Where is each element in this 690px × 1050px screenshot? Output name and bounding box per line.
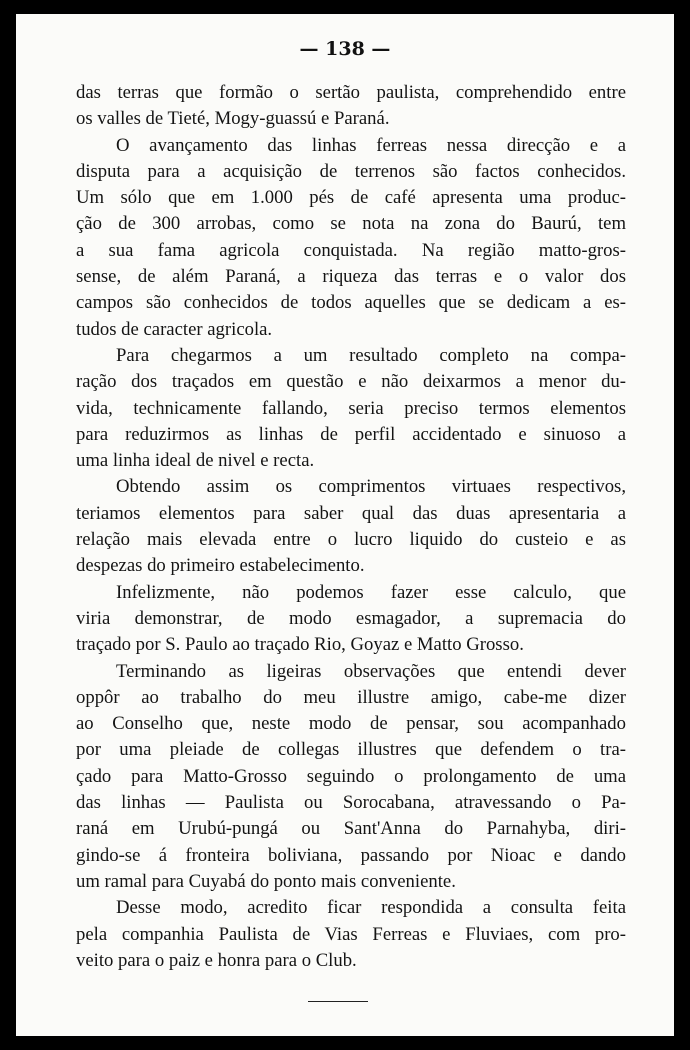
text-line: O avançamento das linhas ferreas nessa direcção e a bbox=[116, 134, 626, 156]
text-line: Obtendo assim os comprimentos virtuaes respectivos, bbox=[116, 476, 626, 498]
text-line: das linhas — Paulista ou Sorocabana, atravessando o Pa- bbox=[76, 792, 626, 814]
text-line: Infelizmente, não podemos fazer esse calculo, que bbox=[116, 581, 626, 603]
text-line: sense, de além Paraná, a riqueza das terras e o valor dos bbox=[76, 266, 626, 288]
text-line: campos são conhecidos de todos aquelles que se dedicam a es- bbox=[76, 292, 626, 314]
text-line: pela companhia Paulista de Vias Ferreas e Fluviaes, com pro- bbox=[76, 923, 626, 945]
text-line: para reduzirmos as linhas de perfil accidentado e sinuoso a bbox=[76, 423, 626, 445]
text-line: a sua fama agricola conquistada. Na região matto-gros- bbox=[76, 239, 626, 261]
text-line: uma linha ideal de nivel e recta. bbox=[76, 450, 315, 472]
text-line: viria demonstrar, de modo esmagador, a supremacia do bbox=[76, 607, 626, 629]
text-line: ração dos traçados em questão e não deixarmos a menor du- bbox=[76, 371, 626, 393]
text-line: oppôr ao trabalho do meu illustre amigo, cabe-me dizer bbox=[76, 686, 626, 708]
text-line: um ramal para Cuyabá do ponto mais conveniente. bbox=[76, 870, 456, 892]
text-line: çado para Matto-Grosso seguindo o prolongamento de uma bbox=[76, 765, 626, 787]
text-line: ao Conselho que, neste modo de pensar, sou acompanhado bbox=[76, 713, 626, 735]
text-line: gindo-se á fronteira boliviana, passando por Nioac e dando bbox=[76, 844, 626, 866]
text-line: ção de 300 arrobas, como se nota na zona do Baurú, tem bbox=[76, 213, 626, 235]
text-line: teriamos elementos para saber qual das duas apresentaria a bbox=[76, 502, 626, 524]
text-line: Desse modo, acredito ficar respondida a consulta feita bbox=[116, 897, 626, 919]
text-line: vida, technicamente fallando, seria preciso termos elementos bbox=[76, 397, 626, 419]
text-line: Para chegarmos a um resultado completo na compa- bbox=[116, 344, 626, 366]
text-line: veito para o paiz e honra para o Club. bbox=[76, 949, 357, 971]
text-line: traçado por S. Paulo ao traçado Rio, Goyaz e Matto Grosso. bbox=[76, 634, 524, 656]
page-number: — 138 — bbox=[299, 38, 391, 60]
text-line: os valles de Tieté, Mogy-guassú e Paraná. bbox=[76, 108, 390, 130]
book-page bbox=[16, 14, 674, 1036]
body-text bbox=[76, 80, 626, 974]
text-line: disputa para a acquisição de terrenos são factos conhecidos. bbox=[76, 160, 626, 182]
text-line: relação mais elevada entre o lucro liquido do custeio e as bbox=[76, 529, 626, 551]
text-line: despezas do primeiro estabelecimento. bbox=[76, 555, 365, 577]
text-line: por uma pleiade de collegas illustres que defendem o tra- bbox=[76, 739, 626, 761]
text-line: Um sólo que em 1.000 pés de café apresenta uma produc- bbox=[76, 187, 626, 209]
text-line: tudos de caracter agricola. bbox=[76, 318, 273, 340]
text-line: Terminando as ligeiras observações que entendi dever bbox=[116, 660, 626, 682]
text-line: raná em Urubú-pungá ou Sant'Anna do Parnahyba, diri- bbox=[76, 818, 626, 840]
closing-rule bbox=[308, 1001, 368, 1002]
text-line: das terras que formão o sertão paulista, comprehendido entre bbox=[76, 82, 626, 103]
